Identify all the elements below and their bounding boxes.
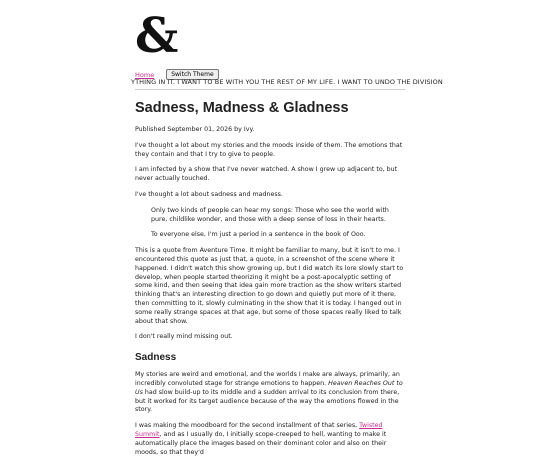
- paragraph: I've thought a lot about sadness and madness.: [135, 190, 283, 198]
- paragraph: This is a quote from Aventure Time. It might be familiar to many, but it isn't to me. I encountered this quote as just that, a quote, in a screenshot of the scene where it happened. I didn't watch this show growing up, but I did watch its lore slowly start to develop, when people started theorizing it might be a post-apocalyptic setting of some kind, and then seeing that idea gain more traction as the show writers started thinking that's an interesting direction to go down and quietly put more of it there, then committing to it, slowly culminating in the show that it is today. I hanged out in some really strange spaces at that age, but some of those spaces really liked to talk about that show.: [135, 247, 404, 325]
- paragraph: [135, 371, 405, 415]
- section-heading-sadness: Sadness: [135, 352, 177, 364]
- paragraph: [135, 422, 405, 457]
- nav-home-link[interactable]: Home: [135, 70, 155, 79]
- marquee-text: YTHING IN IT. I WANT TO BE WITH YOU THE REST OF MY LIFE. I WANT TO UNDO THE DIVISION: [131, 78, 443, 86]
- scrolling-marquee: [131, 78, 443, 90]
- paragraph: I've thought a lot about my stories and the moods inside of them. The emotions that they contain and that I try to give to people.: [135, 141, 403, 158]
- paragraph: I don't really mind missing out.: [135, 333, 233, 341]
- text-run: My stories are weird and emotional, and the worlds I make are always, primarily, an incredibly convoluted stage for strange emotions to happen.: [135, 371, 400, 387]
- text-run: had slow build-up to its middle and a sudden arrival to its conclusion from there, but it worked for its target audience because of the way the emotions flowed in the story.: [135, 388, 400, 414]
- quote-line: Only two kinds of people can hear my songs: Those who see the world with pure, childlike wonder, and those with a deep sense of loss in their hearts.: [151, 206, 389, 223]
- post-meta: Published September 01, 2026 by Ivy.: [135, 126, 255, 133]
- switch-theme-button[interactable]: Switch Theme: [166, 69, 218, 80]
- blockquote: [151, 207, 405, 240]
- emphasis-title: Heaven Reaches Out to Us: [135, 379, 403, 396]
- paragraph: I am infected by a show that I've never watched. A show I grew up adjacent to, but never actually touched.: [135, 166, 398, 183]
- site-logo[interactable]: &: [135, 8, 179, 64]
- post-content: [135, 100, 405, 464]
- quote-line: To everyone else, I'm just a period in a sentence in the book of Ooo.: [151, 231, 366, 239]
- twisted-summit-link[interactable]: Twisted Summit: [135, 422, 383, 438]
- text-run: , and as I usually do, I initially scope-creeped to hell, wanting to make it automatically place the images based on their dominant color and also on their moods, so that they'd: [135, 430, 387, 456]
- text-run: I was making the moodboard for the second installment of that series,: [135, 422, 360, 430]
- post-title: Sadness, Madness & Gladness: [135, 100, 349, 116]
